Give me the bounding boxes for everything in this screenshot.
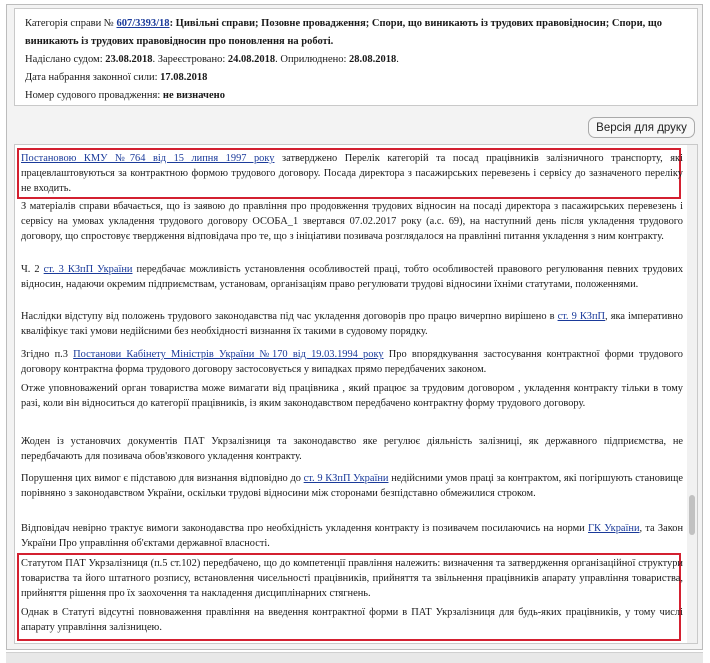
paragraph-1: Постановою КМУ №764 від 15 липня 1997 року затверджено Перелік категорій та посад працівників залізничного транспорту, які працевлаштовуються за контрактною формою трудового договору. Посада директора з пасажирських перевезень і сервісу до зазначеного переліку не входить. [21, 153, 683, 194]
paragraph-2: З матеріалів справи вбачається, що із заявою до правління про продовження трудових відносин на посаді директора з пасажирських перевезень і сервісу на умовах укладення трудового договору ОСОБА_1 звертався 07.02.2017 року (а.с. 69), на наступний день після укладення трудового договору, що спростовує твердження відповідача про те, що з ініціативи позивача розглядалося на правлінні питання укладення з ним контракту. [21, 201, 683, 242]
sent-date: 23.08.2018 [105, 54, 153, 65]
paragraph-4: Наслідки відступу від положень трудового законодавства під час укладення договорів про працю вичерпно вирішено в ст. 9 КЗпП, яка імперативно кваліфікує такі умови недійсними без необхідності визнання їх такими в судовому порядку. [21, 311, 683, 337]
resolution-764-link[interactable]: Постановою КМУ №764 від 15 липня 1997 року [21, 153, 275, 164]
horizontal-scrollbar[interactable] [6, 652, 703, 663]
paragraph-5: Згідно п.3 Постанови Кабінету Міністрів України №170 від 19.03.1994 року Про впорядкування застосування контрактної форми трудового договору контрактна форма трудового договору застосовується у випадках прямо передбачених законом. [21, 349, 683, 375]
published-date: 28.08.2018 [349, 54, 397, 65]
registered-date: 24.08.2018 [227, 54, 276, 65]
paragraph-3: Ч. 2 ст. 3 КЗпП України передбачає можливість установлення особливостей праці, тобто особливостей правового регулювання певних трудових відносин, надаючи окремим підприємствам, установам, організаціям право регулювати трудові відносини їхніми статутами, положеннями. [21, 264, 684, 290]
paragraph-11: Однак в Статуті відсутні повноваження правління на введення контрактної форми в ПАТ Укрзалізниця для будь-яких працівників, у тому числі апарату управління залізницею. [21, 607, 683, 633]
category-line: Категорія справи № 607/3393/18: Цивільні справи; Позовне провадження; Спори, що виникають із трудових правовідносин; Спори, що виникають із трудових правовідносин про поновлення на роботі. [25, 18, 663, 47]
case-metadata [14, 8, 698, 106]
commercial-code-link[interactable]: ГК України [588, 523, 640, 534]
paragraph-9: Відповідач невірно трактує вимоги законодавства про необхідність укладення контракту із позивачем посилаючись на норми ГК України, та Закон України Про управління об'єктами державної власності. [21, 523, 684, 549]
labour-code-art9-link[interactable]: ст. 9 КЗпП [557, 311, 606, 322]
proceeding-number: не визначено [162, 90, 225, 101]
labour-code-art3-link[interactable]: ст. 3 КЗпП України [43, 264, 133, 275]
effective-date: 17.08.2018 [160, 72, 208, 83]
paragraph-6: Отже уповноважений орган товариства може вимагати від працівника , який працює за трудовим договором , укладення контракту тільки в тому разі, коли він відноситься до категорії працівників, із яким законодавством передбачено контрактну форму трудового договору. [21, 383, 683, 409]
paragraph-8: Порушення цих вимог є підставою для визнання відповідно до ст. 9 КЗпП України недійсними умов праці за контрактом, які погіршують становище порівняно з законодавством України, оскільки трудові відносини між сторонами безпідставно обмежилися строком. [21, 473, 683, 499]
proceeding-number-line: Номер судового провадження: не визначено [25, 90, 225, 101]
paragraph-7: Жоден із установчих документів ПАТ Укрзалізниця та законодавство яке регулює діяльність залізниці, як державного підприємства, не передбачають для позивача обов'язкового укладення контракту. [21, 436, 683, 462]
scrollbar-thumb[interactable] [689, 495, 695, 535]
effective-date-line: Дата набрання законної сили: 17.08.2018 [25, 72, 208, 83]
paragraph-10: Статутом ПАТ Укрзалізниця (п.5 ст.102) передбачено, що до компетенції правління належить: визначення та затвердження організаційної структури товариства та його штатного розпису, встановлення чисельності працівників, прийняття та звільнення працівників апарату управління товариства, прийняття рішення про їх заохочення та накладення дисциплінарних стягнень. [21, 558, 683, 599]
scrollbar-track[interactable] [687, 145, 697, 643]
dates-line: Надіслано судом: 23.08.2018. Зареєстровано: 24.08.2018. Оприлюднено: 28.08.2018. [25, 54, 399, 65]
resolution-170-link[interactable]: Постанови Кабінету Міністрів України №170 від 19.03.1994 року [73, 349, 384, 360]
case-number-link[interactable]: 607/3393/18 [116, 18, 170, 29]
print-version-button[interactable]: Версія для друку [588, 117, 695, 138]
labour-code-art9-ukraine-link[interactable]: ст. 9 КЗпП України [303, 473, 389, 484]
document-text-area [14, 144, 698, 644]
